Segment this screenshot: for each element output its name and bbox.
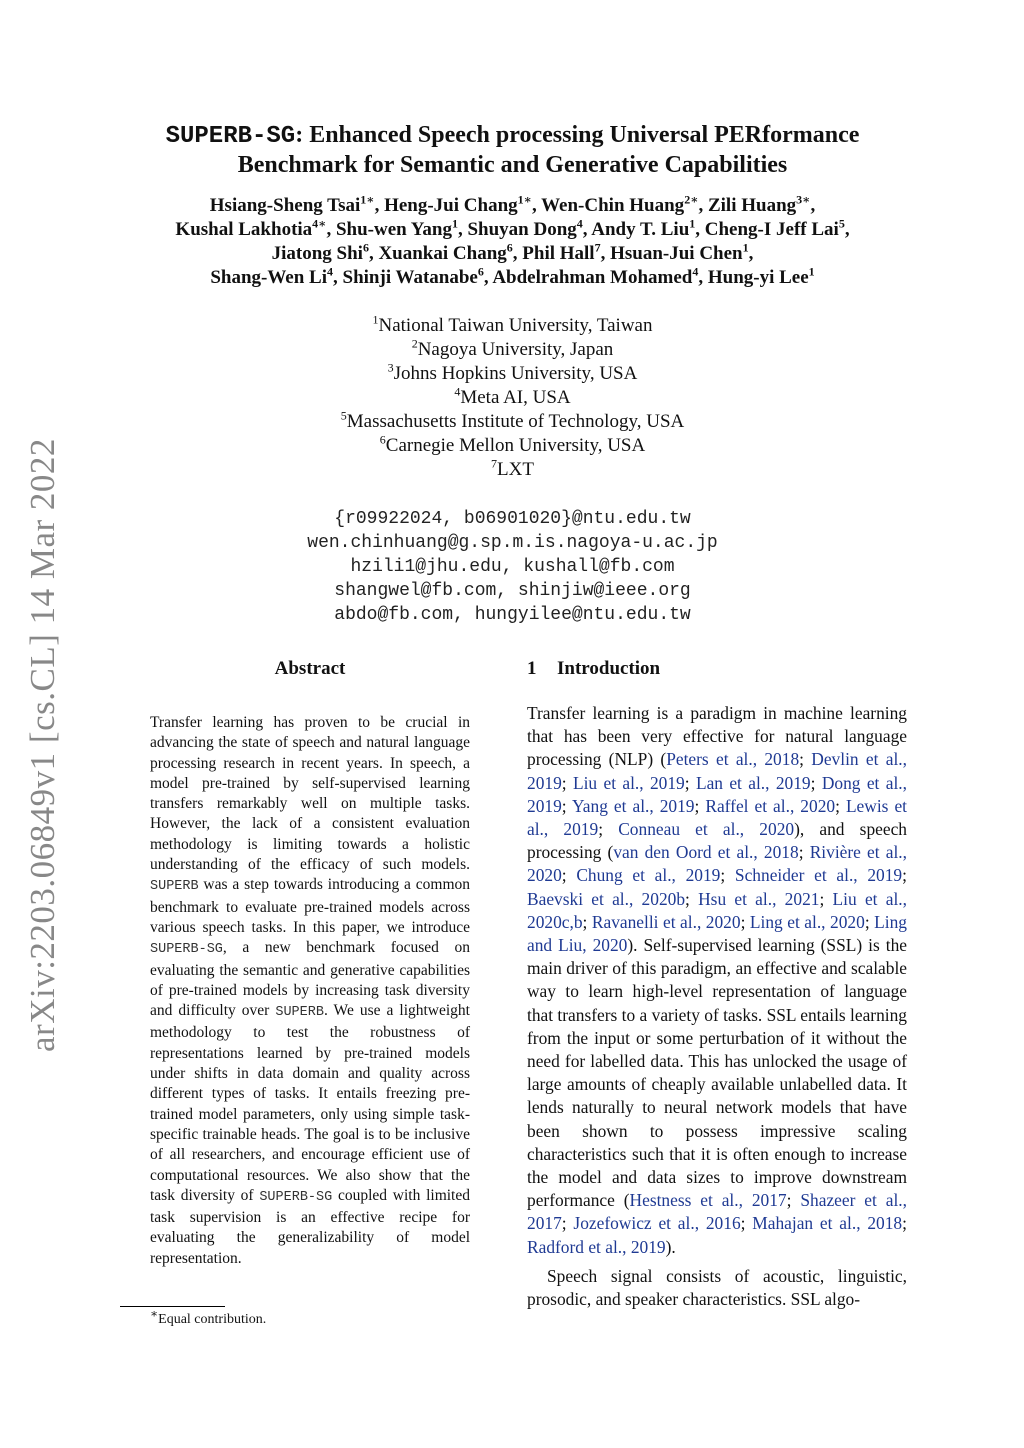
abstract-text: was a step towards introducing a common benchmark to evaluate pre-trained models across various speech tasks. In this paper, we introduce: [150, 876, 470, 936]
email-list: [200, 507, 825, 627]
intro-text: ;: [598, 819, 619, 840]
author-name: Cheng-I Jeff Lai: [704, 219, 839, 240]
affiliation-list: [200, 314, 825, 482]
intro-text: ;: [810, 772, 822, 793]
citation-link[interactable]: Baevski et al., 2020b: [527, 888, 686, 909]
author-separator: ,: [600, 243, 611, 264]
title-line-1: [120, 121, 905, 151]
citation-link[interactable]: Ling et al., 2020: [749, 911, 865, 932]
author-name: Kushal Lakhotia: [175, 219, 313, 240]
author-name: Jiatong Shi: [271, 243, 363, 264]
intro-text: ;: [835, 795, 846, 816]
author-separator: ,: [582, 219, 592, 240]
author-affiliation-mark: 1: [451, 216, 458, 231]
affiliation: [200, 410, 825, 434]
intro-text: ).: [665, 1236, 676, 1257]
author-affiliation-mark: 1∗: [517, 192, 532, 207]
section-heading-introduction: [527, 658, 907, 680]
affiliation-name: Nagoya University, Japan: [417, 339, 614, 360]
email-line: abdo@fb.com, hungyilee@ntu.edu.tw: [334, 605, 691, 625]
author-name: Xuankai Chang: [378, 243, 507, 264]
author-affiliation-mark: 1: [742, 240, 749, 255]
author-separator: ,: [698, 195, 708, 216]
intro-text: ;: [740, 1213, 753, 1234]
affiliation-name: Massachusetts Institute of Technology, USA: [346, 411, 685, 432]
author-separator: ,: [483, 267, 493, 288]
footnote-divider: [120, 1306, 225, 1307]
affiliation-name: Meta AI, USA: [460, 387, 571, 408]
citation-link[interactable]: Ling and Liu, 2020: [527, 911, 907, 956]
author-separator: ,: [695, 219, 705, 240]
citation-link[interactable]: Ravanelli et al., 2020: [591, 911, 741, 932]
author-separator: ,: [748, 243, 754, 264]
affiliation-mark: 6: [379, 432, 386, 447]
author-separator: ,: [326, 219, 336, 240]
affiliation: [200, 338, 825, 362]
author-name: Shuyan Dong: [467, 219, 577, 240]
intro-text: ;: [786, 1190, 801, 1211]
author-name: Heng-Jui Chang: [384, 195, 518, 216]
abstract-benchmark-name: SUPERB: [275, 1005, 324, 1021]
author-separator: ,: [512, 243, 523, 264]
intro-text: ;: [561, 795, 572, 816]
citation-link[interactable]: Conneau et al., 2020: [618, 819, 795, 840]
affiliation: [200, 434, 825, 458]
author-affiliation-mark: 2∗: [684, 192, 699, 207]
author-name: Hsuan-Jui Chen: [610, 243, 743, 264]
intro-text: ;: [902, 865, 907, 886]
abstract-benchmark-name: SUPERB-SG: [259, 1189, 333, 1205]
affiliation-mark: 7: [491, 456, 498, 471]
author-separator: ,: [457, 219, 468, 240]
introduction-body: [527, 702, 907, 1311]
citation-link[interactable]: Dong et al., 2019: [527, 772, 907, 816]
intro-text: ), and speech processing (: [527, 819, 907, 863]
title-line-1-rest: : Enhanced Speech processing Universal PERformance: [295, 122, 860, 148]
author-affiliation-mark: 4: [576, 216, 583, 231]
affiliation-name: LXT: [497, 459, 534, 480]
author-name: Abdelrahman Mohamed: [492, 267, 693, 288]
author-line: [110, 266, 915, 290]
intro-text: ;: [561, 1213, 574, 1234]
affiliation-mark: 2: [411, 336, 418, 351]
affiliation-name: Johns Hopkins University, USA: [393, 363, 638, 384]
intro-text: ;: [720, 865, 735, 886]
author-separator: ,: [333, 267, 343, 288]
section-number: 1: [527, 658, 537, 679]
author-separator: ,: [374, 195, 385, 216]
abstract-benchmark-name: SUPERB: [150, 879, 199, 895]
author-line: [110, 194, 915, 218]
intro-text: ;: [684, 772, 696, 793]
arxiv-identifier: arXiv:2203.06849v1 [cs.CL] 14 Mar 2022: [23, 438, 62, 1052]
author-affiliation-mark: 4: [692, 264, 699, 279]
citation-link[interactable]: Liu et al., 2020c,b: [527, 888, 907, 932]
title-line-2: Benchmark for Semantic and Generative Capabilities: [237, 152, 788, 178]
author-name: Hsiang-Sheng Tsai: [209, 195, 361, 216]
intro-text: ;: [798, 842, 810, 863]
author-separator: ,: [531, 195, 542, 216]
citation-link[interactable]: Jozefowicz et al., 2016: [573, 1213, 741, 1234]
affiliation: [200, 386, 825, 410]
citation-link[interactable]: Liu et al., 2019: [572, 772, 685, 793]
author-name: Hung-yi Lee: [707, 267, 809, 288]
author-affiliation-mark: 4∗: [312, 216, 327, 231]
author-affiliation-mark: 4: [327, 264, 334, 279]
author-affiliation-mark: 1: [808, 264, 815, 279]
email-line: wen.chinhuang@g.sp.m.is.nagoya-u.ac.jp: [307, 533, 718, 553]
author-affiliation-mark: 6: [362, 240, 369, 255]
citation-link[interactable]: Lewis et al., 2019: [527, 795, 907, 840]
affiliation: [200, 362, 825, 386]
footnote: [150, 1306, 267, 1328]
email-line: hzili1@jhu.edu, kushall@fb.com: [350, 557, 675, 577]
intro-text: ;: [864, 911, 875, 932]
intro-text: ;: [561, 865, 577, 886]
abstract-heading: Abstract: [274, 658, 346, 679]
author-name: Zili Huang: [707, 195, 797, 216]
abstract-benchmark-name: SUPERB-SG: [150, 942, 223, 958]
email-line: shangwel@fb.com, shinjiw@ieee.org: [334, 581, 691, 601]
citation-link[interactable]: Lan et al., 2019: [695, 772, 811, 793]
author-affiliation-mark: 1: [689, 216, 696, 231]
citation-link[interactable]: Peters et al., 2018: [666, 749, 800, 770]
intro-text: ;: [799, 749, 812, 770]
paper-title: [120, 121, 905, 180]
intro-text: ;: [561, 772, 573, 793]
affiliation: [200, 314, 825, 338]
citation-link[interactable]: Hestness et al., 2017: [629, 1190, 787, 1211]
abstract-body: [150, 713, 470, 1269]
email-line: {r09922024, b06901020}@ntu.edu.tw: [334, 509, 691, 529]
citation-link[interactable]: Raffel et al., 2020: [705, 795, 836, 816]
intro-text: Transfer learning is a paradigm in machine learning that has been very effective for natural language processing (NLP) (: [527, 703, 907, 770]
citation-link[interactable]: Mahajan et al., 2018: [752, 1213, 903, 1234]
intro-text: ). Self-supervised learning (SSL) is the main driver of this paradigm, an effective and scalable way to learn high-level representation of language that transfers to a variety of tasks. SSL entails learning from the input or some perturbation of it without the need for labelled data. This has unlocked the usage of large amounts of cheaply available unlabelled data. It lends naturally to neural network models that have been shown to possess impressive scaling characteristics such that it is often enough to increase the model and data sizes to improve downstream performance (: [527, 935, 907, 1211]
citation-link[interactable]: Chung et al., 2019: [576, 865, 721, 886]
affiliation-mark: 1: [372, 312, 379, 327]
affiliation-mark: 5: [340, 408, 347, 423]
intro-text: ;: [740, 911, 750, 932]
author-separator: ,: [368, 243, 379, 264]
affiliation-name: National Taiwan University, Taiwan: [378, 315, 653, 336]
citation-link[interactable]: van den Oord et al., 2018: [613, 842, 799, 863]
author-separator: ,: [810, 195, 816, 216]
author-separator: ,: [698, 267, 708, 288]
intro-paragraph-1: [527, 702, 907, 1259]
affiliation-mark: 3: [387, 360, 394, 375]
author-line: [110, 242, 915, 266]
citation-link[interactable]: Devlin et al., 2019: [527, 749, 907, 793]
intro-paragraph-2: Speech signal consists of acoustic, linguistic, prosodic, and speaker characteristics. SSL algo-: [527, 1265, 907, 1310]
author-affiliation-mark: 1∗: [360, 192, 375, 207]
author-affiliation-mark: 6: [506, 240, 513, 255]
author-affiliation-mark: 7: [594, 240, 601, 255]
citation-link[interactable]: Yang et al., 2019: [571, 795, 695, 816]
author-name: Wen-Chin Huang: [541, 195, 685, 216]
section-title: Introduction: [557, 658, 661, 679]
author-name: Phil Hall: [522, 243, 595, 264]
citation-link[interactable]: Shazeer et al., 2017: [527, 1190, 907, 1234]
affiliation-mark: 4: [454, 384, 461, 399]
author-affiliation-mark: 5: [838, 216, 845, 231]
abstract-text: . We use a lightweight methodology to test the robustness of representations learned by pre-trained models under shifts in data domain and quality across different types of tasks. It entails freezing pre-trained model parameters, only using simple task-specific trainable heads. The goal is to be inclusive of all researchers, and encourage efficient use of computational resources. We also show that the task diversity of: [150, 1002, 470, 1204]
intro-text: ;: [819, 888, 833, 909]
author-name: Shinji Watanabe: [342, 267, 478, 288]
abstract-text: coupled with limited task supervision is an effective recipe for evaluating the generalizability of model representation.: [150, 1186, 470, 1267]
abstract-text: , a new benchmark focused on evaluating the semantic and generative capabilities of pre-trained models by increasing task diversity and difficulty over: [150, 939, 470, 1020]
affiliation-name: Carnegie Mellon University, USA: [385, 435, 646, 456]
affiliation: [200, 458, 825, 482]
author-affiliation-mark: 3∗: [796, 192, 811, 207]
intro-text: ;: [694, 795, 706, 816]
citation-link[interactable]: Radford et al., 2019: [527, 1236, 666, 1257]
abstract-text: Transfer learning has proven to be crucial in advancing the state of speech and natural language processing research in recent years. In speech, a model pre-trained by self-supervised learning transfers remarkably well on multiple tasks. However, the lack of a consistent evaluation methodology is limiting towards a holistic understanding of the efficacy of such models.: [150, 714, 470, 874]
citation-link[interactable]: Rivière et al., 2020: [527, 842, 907, 886]
author-affiliation-mark: 6: [477, 264, 484, 279]
footnote-text: Equal contribution.: [158, 1312, 267, 1327]
author-list: [110, 194, 915, 290]
author-separator: ,: [844, 219, 850, 240]
title-benchmark-name: SUPERB-SG: [165, 123, 296, 150]
intro-text: ;: [582, 911, 592, 932]
author-line: [110, 218, 915, 242]
footnote-mark: ∗: [150, 1306, 159, 1321]
author-name: Shang-Wen Li: [210, 267, 328, 288]
author-name: Shu-wen Yang: [335, 219, 452, 240]
citation-link[interactable]: Hsu et al., 2021: [698, 888, 820, 909]
intro-text: ;: [902, 1213, 907, 1234]
author-name: Andy T. Liu: [591, 219, 690, 240]
citation-link[interactable]: Schneider et al., 2019: [734, 865, 903, 886]
intro-text: ;: [685, 888, 699, 909]
